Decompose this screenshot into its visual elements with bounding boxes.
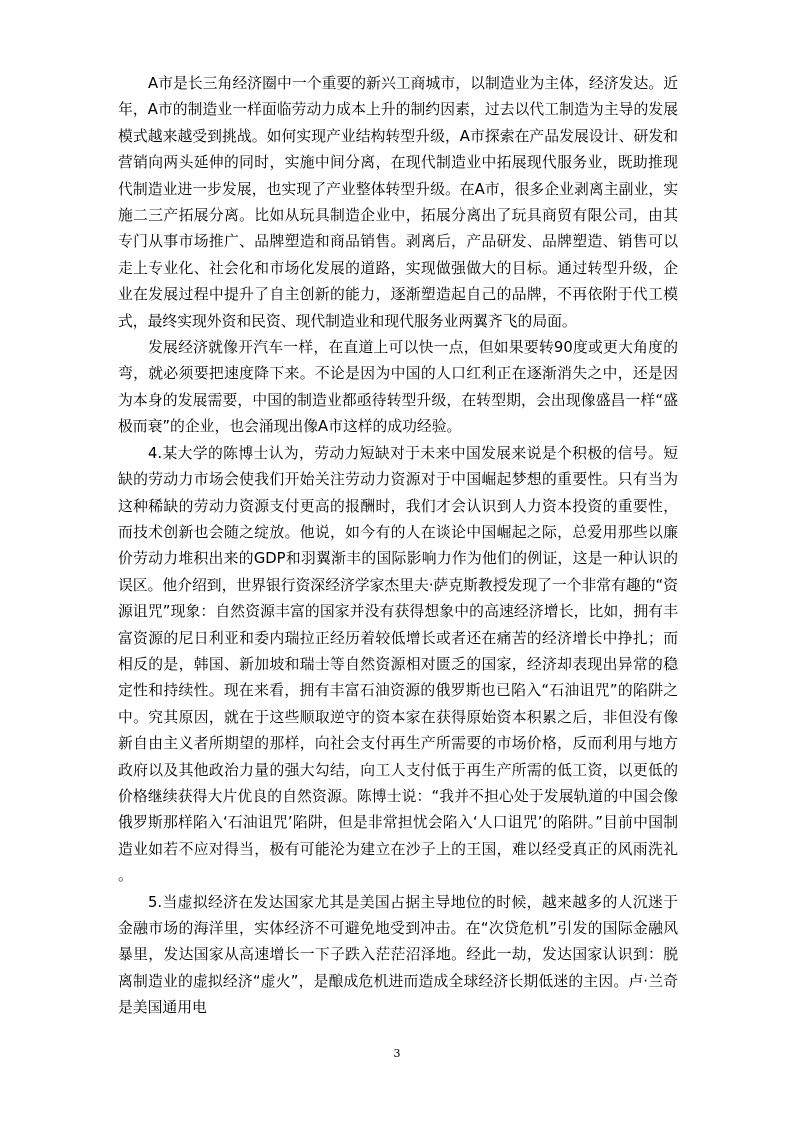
- paragraph-city-a: A市是长三角经济圈中一个重要的新兴工商城市，以制造业为主体，经济发达。近年，A市的制造业一样面临劳动力成本上升的制约因素，过去以代工制造为主导的发展模式越来越受到挑战。如何实现产业结构转型升级，A市探索在产品发展设计、研发和营销向两头延伸的同时，实施中间分离，在现代制造业中拓展现代服务业，既助推现代制造业进一步发展，也实现了产业整体转型升级。在A市，很多企业剥离主副业，实施二三产拓展分离。比如从玩具制造企业中，拓展分离出了玩具商贸有限公司，由其专门从事市场推广、品牌塑造和商品销售。剥离后，产品研发、品牌塑造、销售可以走上专业化、社会化和市场化发展的道路，实现做强做大的目标。通过转型升级，企业在发展过程中提升了自主创新的能力，逐渐塑造起自己的品牌，不再依附于代工模式，最终实现外资和民资、现代制造业和现代服务业两翼齐飞的局面。: [118, 75, 678, 330]
- paragraph-driving-analogy: 发展经济就像开汽车一样，在直道上可以快一点，但如果要转90度或更大角度的弯，就必须要把速度降下来。不论是因为中国的人口红利正在逐渐消失之中，还是因为本身的发展需要，中国的制造业都亟待转型升级，在转型期，会出现像盛昌一样“盛极而衰”的企业，也会涌现出像A市这样的成功经验。: [118, 339, 678, 436]
- page-number: 3: [393, 1047, 401, 1060]
- paragraph-item-5: 5.当虚拟经济在发达国家尤其是美国占据主导地位的时候，越来越多的人沉迷于金融市场的海洋里，实体经济不可避免地受到冲击。在“次贷危机”引发的国际金融风暴里，发达国家从高速增长一下子跌入茫茫沼泽地。经此一劫，发达国家认识到：脱离制造业的虚拟经济“虚火”，是酿成危机进而造成全球经济长期低迷的主因。卢·兰奇是美国通用电: [118, 893, 678, 1017]
- body-text: [118, 71, 678, 1022]
- paragraph-item-4: 4.某大学的陈博士认为，劳动力短缺对于未来中国发展来说是个积极的信号。短缺的劳动力市场会使我们开始关注劳动力资源对于中国崛起梦想的重要性。只有当为这种稀缺的劳动力资源支付更高的报酬时，我们才会认识到人力资本投资的重要性，而技术创新也会随之绽放。他说，如今有的人在谈论中国崛起之际，总爱用那些以廉价劳动力堆积出来的GDP和羽翼渐丰的国际影响力作为他们的例证，这是一种认识的误区。他介绍到，世界银行资深经济学家杰里夫·萨克斯教授发现了一个非常有趣的“资源诅咒”现象：自然资源丰富的国家并没有获得想象中的高速经济增长，比如，拥有丰富资源的尼日利亚和委内瑞拉正经历着较低增长或者还在痛苦的经济增长中挣扎；而相反的是，韩国、新加坡和瑞士等自然资源相对匮乏的国家，经济却表现出异常的稳定性和持续性。现在来看，拥有丰富石油资源的俄罗斯也已陷入“石油诅咒”的陷阱之中。究其原因，就在于这些顺取逆守的资本家在获得原始资本积累之后，非但没有像新自由主义者所期望的那样，向社会支付再生产所需要的市场价格，反而利用与地方政府以及其他政治力量的强大勾结，向工人支付低于再生产所需的低工资，以更低的价格继续获得大片优良的自然资源。陈博士说：“我并不担心处于发展轨道的中国会像俄罗斯那样陷入‘石油诅咒’陷阱，但是非常担忧会陷入‘人口诅咒’的陷阱。”目前中国制造业如若不应对得当，极有可能沦为建立在沙子上的王国，难以经受真正的风雨洗礼。: [118, 444, 678, 885]
